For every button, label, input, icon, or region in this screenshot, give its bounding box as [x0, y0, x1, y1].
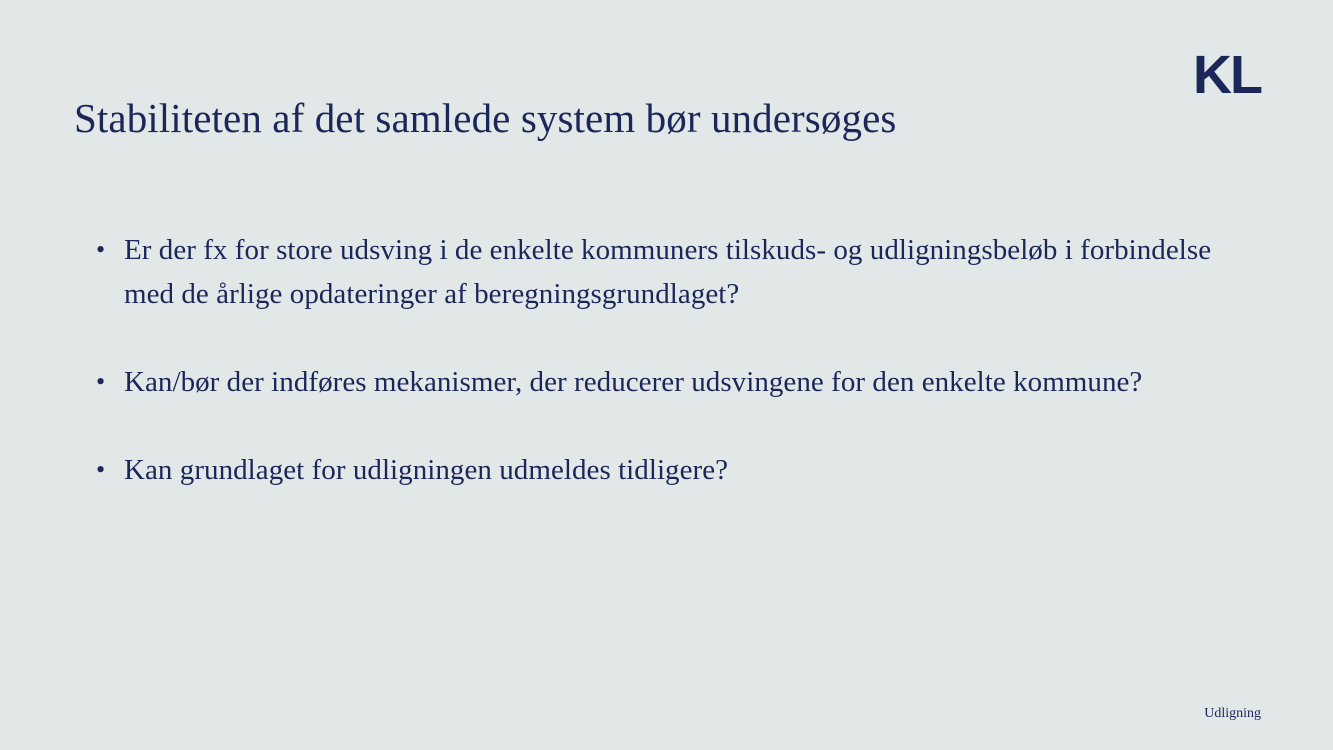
bullet-point-icon: •	[96, 235, 106, 264]
kl-logo: KL	[1193, 45, 1261, 105]
bullet-point-icon: •	[96, 455, 106, 484]
list-item-text: Kan/bør der indføres mekanismer, der reducerer udsvingene for den enkelte kommune?	[124, 366, 1143, 398]
bullet-point-icon: •	[96, 367, 106, 396]
page-title: Stabiliteten af det samlede system bør undersøges	[74, 95, 897, 141]
list-item	[90, 448, 1270, 492]
list-item	[90, 360, 1270, 404]
slide-footer: Udligning	[1204, 706, 1261, 721]
list-item	[90, 228, 1270, 316]
bullet-list	[90, 228, 1270, 536]
list-item-text: Kan grundlaget for udligningen udmeldes tidligere?	[124, 454, 729, 486]
list-item-text: Er der fx for store udsving i de enkelte kommuners tilskuds- og udligningsbeløb i forbindelse med de årlige opdateringer af beregningsgrundlaget?	[124, 234, 1212, 310]
